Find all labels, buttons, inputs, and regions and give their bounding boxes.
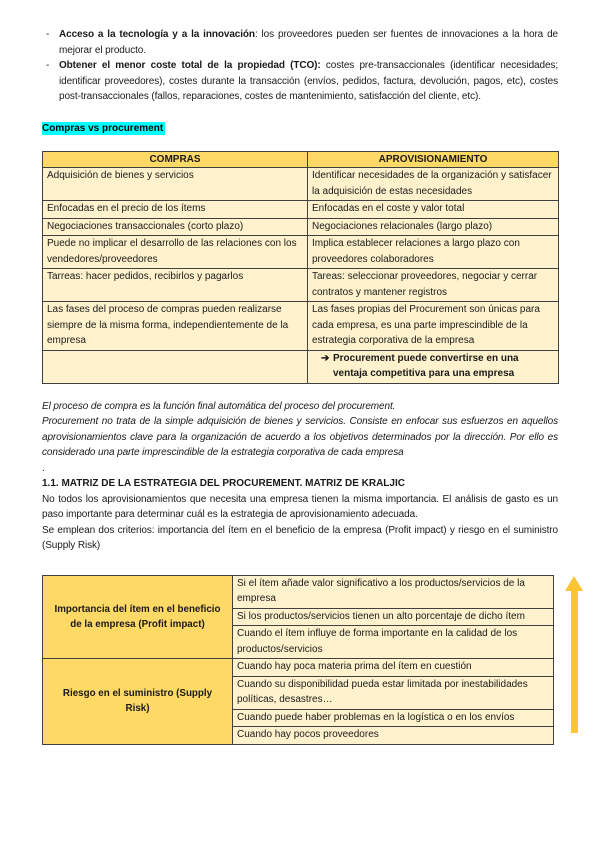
bullet-regular-run: : los proveedores pueden ser fuentes de innovaciones a la hora de mejorar el producto. — [59, 29, 558, 56]
paragraph: Procurement no trata de la simple adquisición de bienes y servicios. Consiste en enfocar sus esfuerzos en aquellos aprovisionamientos clave para la organización de acuerdo a los objetivos determinados por la dirección. Por ello es considerado una parte imprescindible de la estrategia corporativa de cada empresa — [42, 416, 558, 458]
criteria-group-label-profit-impact: Importancia del ítem en el beneficio de la empresa (Profit impact) — [43, 575, 233, 659]
table1-note-cell — [308, 350, 559, 383]
criteria-item: Cuando hay poca materia prima del ítem en cuestión — [233, 659, 554, 677]
upward-arrow-stem — [571, 591, 578, 733]
table1-note-text: Procurement puede convertirse en una ventaja competitiva para una empresa — [333, 352, 519, 379]
bullet-bold-run: Obtener el menor coste total de la propiedad (TCO): — [59, 60, 321, 71]
table-row — [43, 659, 554, 677]
criteria-item: Si los productos/servicios tienen un alto porcentaje de dicho ítem — [233, 608, 554, 626]
highlighted-heading-text: Compras vs procurement — [42, 122, 164, 134]
table1-cell-right: Implica establecer relaciones a largo plazo con proveedores colaboradores — [308, 236, 559, 269]
criteria-item: Si el ítem añade valor significativo a los productos/servicios de la empresa — [233, 575, 554, 608]
bullet-bold-run: Acceso a la tecnología y a la innovación — [59, 29, 255, 40]
table1-cell-left: Enfocadas en el precio de los ítems — [43, 201, 308, 219]
criteria-group-label-supply-risk: Riesgo en el suministro (Supply Risk) — [43, 659, 233, 745]
criteria-item: Cuando puede haber problemas en la logística o en los envíos — [233, 709, 554, 727]
table1-header-aprovisionamiento: APROVISIONAMIENTO — [308, 151, 559, 168]
table1-cell-left: Puede no implicar el desarrollo de las relaciones con los vendedores/proveedores — [43, 236, 308, 269]
bullet-marker: - — [46, 60, 50, 71]
table-row — [43, 218, 559, 236]
bullet-list — [42, 27, 558, 105]
paragraph: El proceso de compra es la función final automática del proceso del procurement. — [42, 400, 396, 412]
table-header-row — [43, 151, 559, 168]
table1-cell-left: Negociaciones transaccionales (corto plazo) — [43, 218, 308, 236]
table1-cell-left: Tarreas: hacer pedidos, recibirlos y pagarlos — [43, 269, 308, 302]
compras-aprovisionamiento-table — [42, 151, 559, 384]
arrow-right-icon: ➔ — [321, 352, 330, 364]
criteria-item: Cuando su disponibilidad pueda estar limitada por inestabilidades políticas, desastres… — [233, 676, 554, 709]
table1-cell-right: Las fases propias del Procurement son únicas para cada empresa, es una parte imprescindible de la estrategia corporativa de la empresa — [308, 302, 559, 351]
table1-cell-right: Enfocadas en el coste y valor total — [308, 201, 559, 219]
table-row — [43, 168, 559, 201]
highlighted-heading — [42, 122, 558, 135]
bullet-regular-run: costes pre-transaccionales (identificar necesidades; identificar proveedores), costes durante la transacción (envíos, pedidos, factura, devolución, pagos, etc), costes post-transaccionales (fallos, reparaciones, costes de mantenimiento, satisfacción del cliente, etc). — [59, 60, 558, 102]
section-heading: 1.1. MATRIZ DE LA ESTRATEGIA DEL PROCUREMENT. MATRIZ DE KRALJIC — [42, 478, 405, 489]
table1-cell-left: Las fases del proceso de compras pueden realizarse siempre de la misma forma, independientemente de la empresa — [43, 302, 308, 351]
upward-arrow-icon — [564, 576, 584, 733]
table1-cell-right: Tareas: seleccionar proveedores, negociar y cerrar contratos y mantener registros — [308, 269, 559, 302]
table1-cell-right: Identificar necesidades de la organización y satisfacer la adquisición de estas necesidades — [308, 168, 559, 201]
table1-header-compras: COMPRAS — [43, 151, 308, 168]
bullet-item — [42, 27, 558, 58]
paragraph: No todos los aprovisionamientos que necesita una empresa tienen la misma importancia. El análisis de gasto es un paso importante para determinar cuál es la estrategia de aprovisionamiento adecuada. — [42, 493, 558, 520]
table1-cell-left: Adquisición de bienes y servicios — [43, 168, 308, 201]
upward-arrow-head — [565, 576, 583, 591]
bullet-text — [59, 27, 558, 58]
stray-dot-line: . — [42, 462, 45, 474]
table1-cell-empty — [43, 350, 308, 383]
criteria-item: Cuando hay pocos proveedores — [233, 727, 554, 745]
table-row — [43, 236, 559, 269]
bullet-marker: - — [46, 29, 50, 40]
criteria-item: Cuando el ítem influye de forma importante en la calidad de los productos/servicios — [233, 626, 554, 659]
kraljic-criteria-table — [42, 575, 554, 745]
procurement-definition-block — [42, 399, 558, 477]
table-row — [43, 201, 559, 219]
bullet-item — [42, 58, 558, 105]
table-note-row — [43, 350, 559, 383]
table-row — [43, 302, 559, 351]
kraljic-criteria-section — [42, 575, 558, 745]
paragraph: Se emplean dos criterios: importancia del ítem en el beneficio de la empresa (Profit impact) y riesgo en el suministro (Supply Risk) — [42, 524, 558, 551]
table-row — [43, 575, 554, 608]
table-row — [43, 269, 559, 302]
bullet-text — [59, 58, 558, 105]
table1-cell-right: Negociaciones relacionales (largo plazo) — [308, 218, 559, 236]
